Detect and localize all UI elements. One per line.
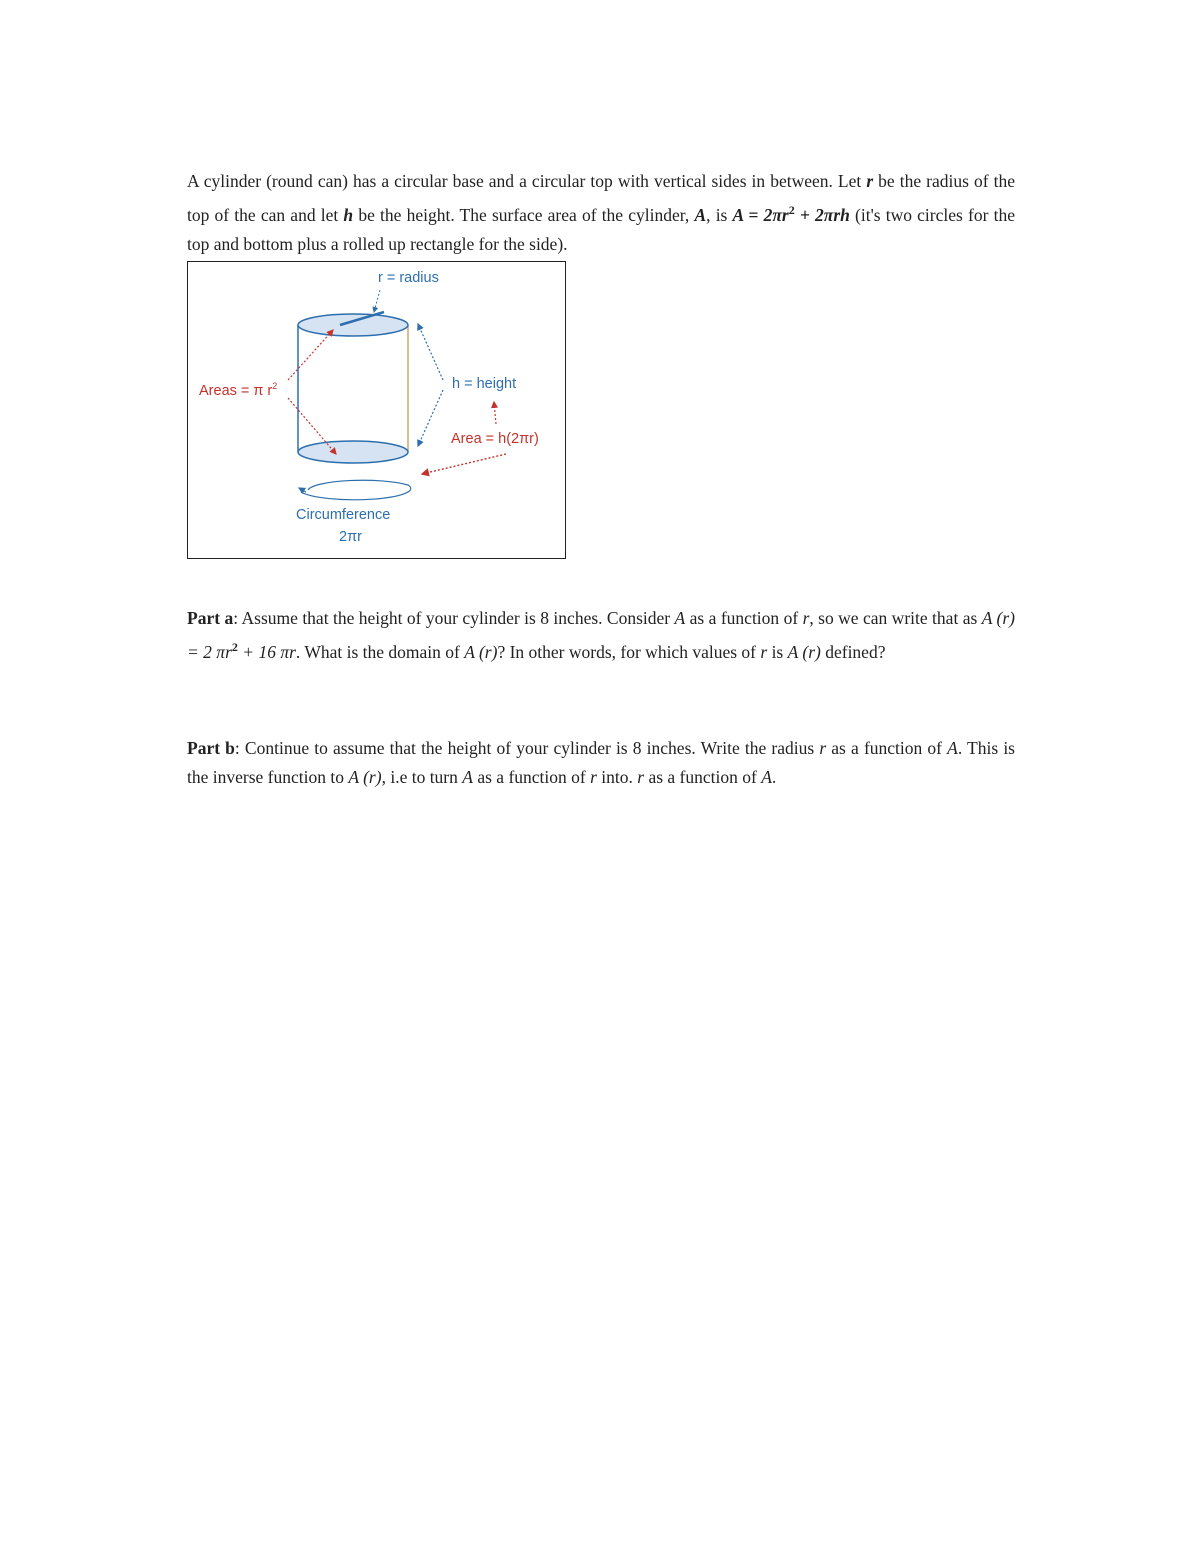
var-r: r — [637, 767, 645, 787]
formula-part: + 2πrh — [794, 205, 850, 225]
part-b-text: : Continue to assume that the height of your cylinder is 8 inches. Write the radius — [234, 738, 820, 758]
part-b-text: . — [771, 767, 777, 787]
formula-part: A (r) = 2 πr — [187, 608, 1015, 662]
var-r: r — [866, 171, 874, 191]
part-a-paragraph — [187, 604, 1015, 667]
part-a-text: as a function of — [685, 608, 803, 628]
cylinder-top-cap — [298, 314, 408, 336]
part-a-text: , so we can write that as — [809, 608, 982, 628]
intro-text: , is — [706, 205, 733, 225]
intro-text: A cylinder (round can) has a circular base and a circular top with vertical sides in between. Let — [187, 171, 867, 191]
var-A: A — [694, 205, 707, 225]
areas-label — [199, 381, 277, 399]
side-area-label: Area = h(2πr) — [451, 431, 539, 447]
height-top-arrow — [418, 324, 443, 380]
formula-part: + 16 πr — [237, 642, 296, 662]
part-a-text: . What is the domain of — [295, 642, 465, 662]
formula-exponent: 2 — [231, 640, 238, 654]
circumference-ellipse — [301, 480, 411, 500]
circumference-value: 2πr — [339, 529, 362, 545]
part-b-label: Part b — [187, 738, 235, 758]
radius-pointer-arrow — [374, 290, 380, 312]
areas-label-text: Areas = π r — [199, 382, 273, 399]
areas-label-exponent: 2 — [272, 381, 278, 391]
var-A: A — [947, 738, 958, 758]
intro-text: (it's two circles for the top and bottom plus a rolled up rectangle for the side). — [187, 205, 1015, 254]
circumference-arrow — [299, 488, 306, 492]
part-a-text: : Assume that the height of your cylinder is 8 inches. Consider — [233, 608, 675, 628]
part-b-text: , i.e to turn — [381, 767, 463, 787]
function-A-of-r: A (r) — [787, 642, 821, 662]
part-b-text: as a function of — [472, 767, 591, 787]
var-A: A — [761, 767, 772, 787]
function-A-of-r: A (r) — [464, 642, 498, 662]
cylinder-figure — [187, 261, 566, 559]
part-b-text: as a function of — [826, 738, 948, 758]
height-label: h = height — [452, 376, 517, 392]
var-A: A — [674, 608, 686, 628]
function-A-of-r: A (r) — [348, 767, 382, 787]
var-A: A — [462, 767, 473, 787]
side-area-up-arrow — [494, 402, 496, 424]
part-a-text: is — [767, 642, 788, 662]
height-bottom-arrow — [418, 390, 443, 446]
part-b-paragraph — [187, 734, 1015, 792]
part-a-text: defined? — [820, 642, 886, 662]
surface-area-formula — [733, 205, 850, 225]
var-r: r — [802, 608, 810, 628]
side-area-arrow — [422, 454, 506, 474]
part-b-text: . This is the inverse function to — [187, 738, 1015, 787]
circumference-label: Circumference — [296, 507, 391, 523]
formula-exponent: 2 — [788, 203, 795, 217]
var-h: h — [343, 205, 354, 225]
intro-text: be the radius of the top of the can and let — [187, 171, 1015, 225]
intro-text: be the height. The surface area of the cylinder, — [353, 205, 695, 225]
part-b-text: into. — [596, 767, 638, 787]
var-r: r — [590, 767, 597, 787]
cylinder-bottom-cap — [298, 441, 408, 463]
areas-top-arrow — [288, 330, 333, 380]
radius-label: r = radius — [378, 270, 439, 286]
part-a-label: Part a — [187, 608, 234, 628]
part-b-text: as a function of — [644, 767, 762, 787]
var-r: r — [819, 738, 827, 758]
formula-part: A = 2πr — [732, 205, 789, 225]
intro-paragraph — [187, 167, 1015, 259]
part-a-text: ? In other words, for which values of — [497, 642, 761, 662]
var-r: r — [760, 642, 768, 662]
